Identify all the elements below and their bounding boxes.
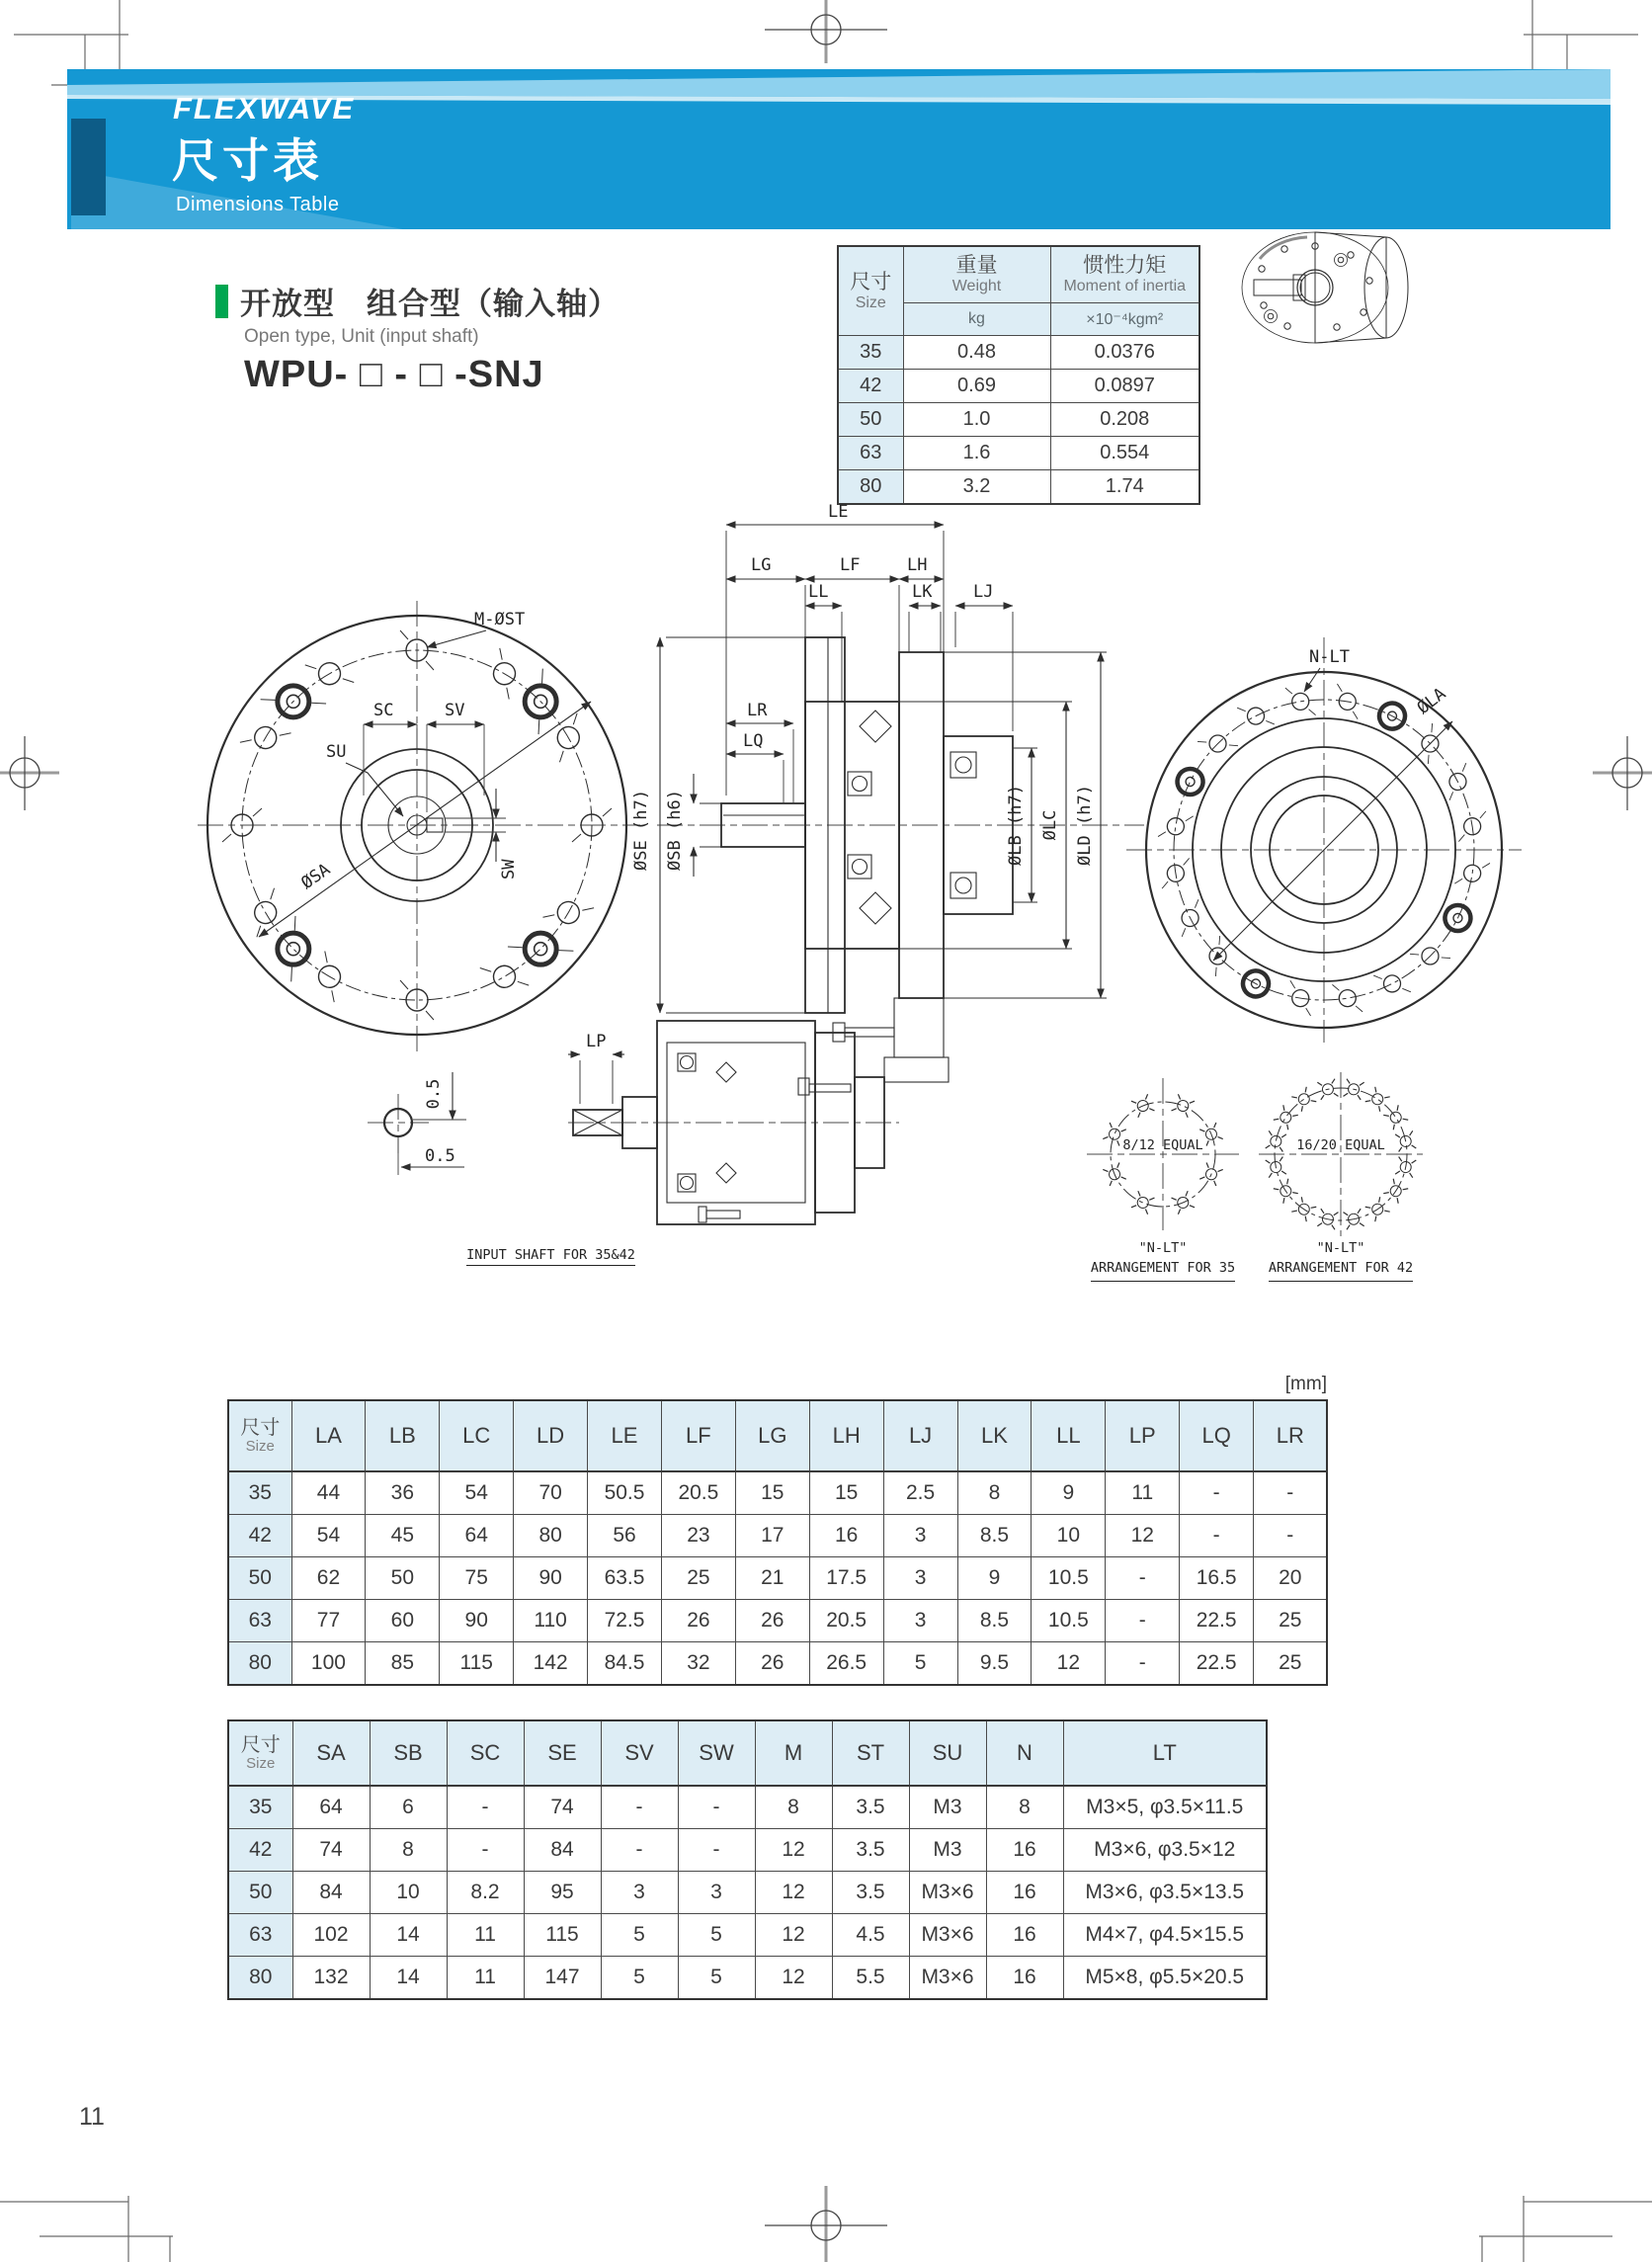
table-row bbox=[228, 1957, 1267, 2000]
table-cell: 25 bbox=[1254, 1642, 1328, 1686]
table-cell: 102 bbox=[292, 1914, 370, 1957]
table-cell: 70 bbox=[514, 1471, 588, 1515]
table-cell: 64 bbox=[292, 1786, 370, 1829]
table-cell: 3 bbox=[883, 1557, 957, 1600]
arrangement-42-equal: 16/20 EQUAL bbox=[1296, 1137, 1385, 1153]
table-cell: 132 bbox=[292, 1957, 370, 2000]
table-cell: 21 bbox=[735, 1557, 809, 1600]
front-view-drawing bbox=[198, 593, 642, 1057]
table-cell: - bbox=[678, 1829, 755, 1872]
table-cell: 16.5 bbox=[1180, 1557, 1254, 1600]
section-title: 开放型 组合型（输入轴） bbox=[240, 287, 620, 321]
table-cell: 9.5 bbox=[957, 1642, 1032, 1686]
row-size: 63 bbox=[228, 1600, 291, 1642]
dim-label-lj: LJ bbox=[973, 582, 994, 602]
table-cell: 12 bbox=[755, 1957, 832, 2000]
spec-inertia: 0.208 bbox=[1050, 403, 1199, 437]
column-header: SB bbox=[370, 1720, 447, 1786]
table-cell: 16 bbox=[986, 1872, 1063, 1914]
column-header: LF bbox=[661, 1400, 735, 1471]
column-header: SC bbox=[447, 1720, 524, 1786]
input-shaft-caption: INPUT SHAFT FOR 35&42 bbox=[445, 1247, 657, 1266]
dim-label-lh: LH bbox=[907, 555, 928, 575]
column-header: M bbox=[755, 1720, 832, 1786]
table-cell: 74 bbox=[292, 1829, 370, 1872]
table-cell: 20.5 bbox=[809, 1600, 883, 1642]
table-cell: 12 bbox=[755, 1829, 832, 1872]
spec-row bbox=[838, 336, 1199, 370]
table-cell: 5 bbox=[678, 1957, 755, 2000]
column-header: LC bbox=[440, 1400, 514, 1471]
column-header: SU bbox=[909, 1720, 986, 1786]
dim-table-1-grid bbox=[227, 1399, 1328, 1686]
table-cell: 44 bbox=[291, 1471, 366, 1515]
row-size: 35 bbox=[228, 1786, 292, 1829]
dim-label-lg: LG bbox=[751, 555, 772, 575]
table-cell: 20 bbox=[1254, 1557, 1328, 1600]
spec-table-wrap bbox=[837, 245, 1200, 505]
table-cell: 75 bbox=[440, 1557, 514, 1600]
column-header: LJ bbox=[883, 1400, 957, 1471]
table-cell: 25 bbox=[1254, 1600, 1328, 1642]
table-cell: 2.5 bbox=[883, 1471, 957, 1515]
table-cell: 26.5 bbox=[809, 1642, 883, 1686]
spec-inertia: 0.0897 bbox=[1050, 370, 1199, 403]
table-cell: - bbox=[1180, 1515, 1254, 1557]
table-cell: 10.5 bbox=[1032, 1557, 1106, 1600]
arrangement-35-caption: "N-LT" ARRANGEMENT FOR 35 bbox=[1069, 1238, 1257, 1282]
spec-inertia-unit: ×10⁻⁴kgm² bbox=[1050, 303, 1199, 336]
table-cell: 16 bbox=[986, 1829, 1063, 1872]
dim-table-2-grid bbox=[227, 1719, 1268, 2000]
column-header: LL bbox=[1032, 1400, 1106, 1471]
table-cell: 3.5 bbox=[832, 1829, 909, 1872]
table-cell: 8.2 bbox=[447, 1872, 524, 1914]
spec-weight: 0.48 bbox=[903, 336, 1050, 370]
table-cell: 8 bbox=[370, 1829, 447, 1872]
section-bullet bbox=[215, 285, 228, 318]
table-cell: 25 bbox=[661, 1557, 735, 1600]
table-cell: 3 bbox=[678, 1872, 755, 1914]
column-header: N bbox=[986, 1720, 1063, 1786]
table-cell: 10.5 bbox=[1032, 1600, 1106, 1642]
table-cell: 80 bbox=[514, 1515, 588, 1557]
table-cell: 72.5 bbox=[588, 1600, 662, 1642]
spec-weight: 0.69 bbox=[903, 370, 1050, 403]
table-cell: 8.5 bbox=[957, 1600, 1032, 1642]
spec-weight-unit: kg bbox=[903, 303, 1050, 336]
table-cell: 62 bbox=[291, 1557, 366, 1600]
spec-size: 50 bbox=[838, 403, 903, 437]
table-cell: 6 bbox=[370, 1786, 447, 1829]
dim-label-sv: SV bbox=[445, 701, 465, 720]
table-cell: 110 bbox=[514, 1600, 588, 1642]
row-size: 80 bbox=[228, 1642, 291, 1686]
column-header: LG bbox=[735, 1400, 809, 1471]
dim-label-lb: ØLB (h7) bbox=[1006, 785, 1026, 866]
row-size: 42 bbox=[228, 1515, 291, 1557]
table-cell: 50 bbox=[366, 1557, 440, 1600]
dim-label-lk: LK bbox=[912, 582, 933, 602]
table-row bbox=[228, 1471, 1327, 1515]
table-cell: 12 bbox=[755, 1914, 832, 1957]
table-cell: 115 bbox=[440, 1642, 514, 1686]
table-cell: 20.5 bbox=[661, 1471, 735, 1515]
column-header: SA bbox=[292, 1720, 370, 1786]
dim-label-lc: ØLC bbox=[1040, 809, 1060, 841]
dim-label-05-bottom: 0.5 bbox=[425, 1146, 455, 1166]
spec-weight-header: 重量 Weight bbox=[903, 246, 1050, 303]
table-cell: 84 bbox=[524, 1829, 601, 1872]
spec-inertia-header: 惯性力矩 Moment of inertia bbox=[1050, 246, 1199, 303]
table-cell: 56 bbox=[588, 1515, 662, 1557]
spec-weight: 1.0 bbox=[903, 403, 1050, 437]
table-cell: M3×5, φ3.5×11.5 bbox=[1063, 1786, 1267, 1829]
table-cell: 36 bbox=[366, 1471, 440, 1515]
table-cell: 54 bbox=[291, 1515, 366, 1557]
table-cell: 5 bbox=[678, 1914, 755, 1957]
table-cell: - bbox=[447, 1786, 524, 1829]
row-size: 50 bbox=[228, 1557, 291, 1600]
spec-row bbox=[838, 437, 1199, 470]
table-cell: 77 bbox=[291, 1600, 366, 1642]
table-cell: 84 bbox=[292, 1872, 370, 1914]
table-cell: 14 bbox=[370, 1914, 447, 1957]
table-cell: M3×6, φ3.5×12 bbox=[1063, 1829, 1267, 1872]
table-cell: 85 bbox=[366, 1642, 440, 1686]
page-subtitle: Dimensions Table bbox=[176, 194, 340, 215]
table-cell: 26 bbox=[661, 1600, 735, 1642]
table-cell: 8 bbox=[755, 1786, 832, 1829]
table-row bbox=[228, 1642, 1327, 1686]
product-photo bbox=[1238, 229, 1450, 346]
table-cell: 10 bbox=[370, 1872, 447, 1914]
table-row bbox=[228, 1600, 1327, 1642]
table-cell: 12 bbox=[755, 1872, 832, 1914]
row-size: 35 bbox=[228, 1471, 291, 1515]
table-cell: 74 bbox=[524, 1786, 601, 1829]
table-cell: 26 bbox=[735, 1600, 809, 1642]
column-header: LT bbox=[1063, 1720, 1267, 1786]
size-column-header: 尺寸 Size bbox=[228, 1720, 292, 1786]
table-cell: 22.5 bbox=[1180, 1600, 1254, 1642]
table-cell: 95 bbox=[524, 1872, 601, 1914]
table-cell: - bbox=[1254, 1515, 1328, 1557]
dim-label-lq: LQ bbox=[743, 731, 764, 751]
table-cell: 8 bbox=[957, 1471, 1032, 1515]
column-header: SE bbox=[524, 1720, 601, 1786]
table-cell: 11 bbox=[447, 1914, 524, 1957]
table-cell: 8 bbox=[986, 1786, 1063, 1829]
table-cell: 45 bbox=[366, 1515, 440, 1557]
spec-weight: 3.2 bbox=[903, 470, 1050, 505]
table-cell: 90 bbox=[514, 1557, 588, 1600]
table-row bbox=[228, 1914, 1267, 1957]
table-cell: 5 bbox=[883, 1642, 957, 1686]
column-header: LK bbox=[957, 1400, 1032, 1471]
table-cell: 3.5 bbox=[832, 1872, 909, 1914]
table-cell: 100 bbox=[291, 1642, 366, 1686]
table-cell: 23 bbox=[661, 1515, 735, 1557]
table-cell: 5 bbox=[601, 1957, 678, 2000]
table-cell: M3 bbox=[909, 1786, 986, 1829]
table-row bbox=[228, 1515, 1327, 1557]
table-cell: 9 bbox=[1032, 1471, 1106, 1515]
table-cell: 15 bbox=[809, 1471, 883, 1515]
column-header: LH bbox=[809, 1400, 883, 1471]
dim-label-su: SU bbox=[326, 742, 347, 762]
table-cell: 3.5 bbox=[832, 1786, 909, 1829]
table-cell: 3 bbox=[883, 1515, 957, 1557]
spec-size: 80 bbox=[838, 470, 903, 505]
table-cell: - bbox=[601, 1829, 678, 1872]
dim-label-lf: LF bbox=[840, 555, 861, 575]
page-title: 尺寸表 bbox=[172, 134, 323, 187]
table-cell: 3 bbox=[601, 1872, 678, 1914]
column-header: LQ bbox=[1180, 1400, 1254, 1471]
table-cell: 90 bbox=[440, 1600, 514, 1642]
table-cell: 16 bbox=[986, 1914, 1063, 1957]
arrangement-35-equal: 8/12 EQUAL bbox=[1122, 1137, 1203, 1153]
table-cell: 11 bbox=[1106, 1471, 1180, 1515]
table-cell: 12 bbox=[1106, 1515, 1180, 1557]
dim-label-se: ØSE (h7) bbox=[631, 790, 651, 871]
table-cell: 50.5 bbox=[588, 1471, 662, 1515]
table-cell: 11 bbox=[447, 1957, 524, 2000]
dim-label-sb: ØSB (h6) bbox=[665, 790, 685, 871]
column-header: LE bbox=[588, 1400, 662, 1471]
table-cell: 142 bbox=[514, 1642, 588, 1686]
section-title-en: Open type, Unit (input shaft) bbox=[244, 326, 479, 347]
table-cell: - bbox=[1180, 1471, 1254, 1515]
input-shaft-section bbox=[568, 1003, 899, 1240]
table-cell: 10 bbox=[1032, 1515, 1106, 1557]
table-cell: - bbox=[447, 1829, 524, 1872]
column-header: SW bbox=[678, 1720, 755, 1786]
arrangement-35-diagram bbox=[1079, 1070, 1247, 1238]
dim-label-ld: ØLD (h7) bbox=[1075, 785, 1095, 866]
row-size: 42 bbox=[228, 1829, 292, 1872]
dim-label-sw: SW bbox=[499, 859, 519, 880]
arrangement-42-caption: "N-LT" ARRANGEMENT FOR 42 bbox=[1247, 1238, 1435, 1282]
dim-label-lp: LP bbox=[586, 1032, 607, 1051]
dim-table-2 bbox=[227, 1719, 1268, 2000]
spec-table-body bbox=[838, 336, 1199, 505]
column-header: ST bbox=[832, 1720, 909, 1786]
column-header: LB bbox=[366, 1400, 440, 1471]
dim-label-05-top: 0.5 bbox=[424, 1078, 444, 1110]
dim-label-la: ØLA bbox=[1413, 684, 1450, 718]
table-cell: M3×6 bbox=[909, 1914, 986, 1957]
row-size: 63 bbox=[228, 1914, 292, 1957]
table-cell: - bbox=[1106, 1642, 1180, 1686]
table-cell: 16 bbox=[809, 1515, 883, 1557]
table-cell: M5×8, φ5.5×20.5 bbox=[1063, 1957, 1267, 2000]
table-cell: 9 bbox=[957, 1557, 1032, 1600]
column-header: SV bbox=[601, 1720, 678, 1786]
table-cell: M3×6 bbox=[909, 1957, 986, 2000]
spec-size: 35 bbox=[838, 336, 903, 370]
spec-inertia: 0.554 bbox=[1050, 437, 1199, 470]
table-cell: - bbox=[1106, 1557, 1180, 1600]
column-header: LD bbox=[514, 1400, 588, 1471]
dim-label-ll: LL bbox=[808, 582, 829, 602]
table-cell: 147 bbox=[524, 1957, 601, 2000]
table-cell: 84.5 bbox=[588, 1642, 662, 1686]
table-cell: M3×6, φ3.5×13.5 bbox=[1063, 1872, 1267, 1914]
table-cell: 17.5 bbox=[809, 1557, 883, 1600]
table-cell: 5 bbox=[601, 1914, 678, 1957]
brand-logo: FLEXWAVE bbox=[173, 91, 356, 126]
spec-inertia: 1.74 bbox=[1050, 470, 1199, 505]
rear-view-drawing bbox=[1126, 623, 1522, 1047]
unit-note: [mm] bbox=[1284, 1374, 1327, 1394]
table-cell: 16 bbox=[986, 1957, 1063, 2000]
table-cell: - bbox=[678, 1786, 755, 1829]
table-cell: M3×6 bbox=[909, 1872, 986, 1914]
table-cell: 32 bbox=[661, 1642, 735, 1686]
spec-weight: 1.6 bbox=[903, 437, 1050, 470]
header-banner bbox=[67, 69, 1611, 229]
page-number: 11 bbox=[79, 2103, 105, 2131]
model-number: WPU- □ - □ -SNJ bbox=[244, 354, 544, 395]
table-row bbox=[228, 1829, 1267, 1872]
column-header: LR bbox=[1254, 1400, 1328, 1471]
table-cell: 64 bbox=[440, 1515, 514, 1557]
row-size: 50 bbox=[228, 1872, 292, 1914]
dim-table-1 bbox=[227, 1399, 1328, 1686]
table-row bbox=[228, 1557, 1327, 1600]
table-cell: 26 bbox=[735, 1642, 809, 1686]
table-cell: - bbox=[601, 1786, 678, 1829]
dim-label-lr: LR bbox=[747, 701, 768, 720]
dim-label-m-st: M-ØST bbox=[474, 610, 526, 629]
table-cell: 63.5 bbox=[588, 1557, 662, 1600]
table-cell: M3 bbox=[909, 1829, 986, 1872]
spec-size: 42 bbox=[838, 370, 903, 403]
table-row bbox=[228, 1786, 1267, 1829]
table-row bbox=[228, 1872, 1267, 1914]
spec-inertia: 0.0376 bbox=[1050, 336, 1199, 370]
dim-label-sc: SC bbox=[373, 701, 394, 720]
shaft-end-detail bbox=[326, 1043, 504, 1220]
table-cell: 14 bbox=[370, 1957, 447, 2000]
table-cell: - bbox=[1254, 1471, 1328, 1515]
spec-size: 63 bbox=[838, 437, 903, 470]
spec-row bbox=[838, 403, 1199, 437]
spec-size-header: 尺寸 Size bbox=[838, 246, 903, 336]
table-cell: 54 bbox=[440, 1471, 514, 1515]
table-cell: 3 bbox=[883, 1600, 957, 1642]
spec-row bbox=[838, 370, 1199, 403]
column-header: LA bbox=[291, 1400, 366, 1471]
table-cell: 115 bbox=[524, 1914, 601, 1957]
table-cell: - bbox=[1106, 1600, 1180, 1642]
row-size: 80 bbox=[228, 1957, 292, 2000]
table-cell: 8.5 bbox=[957, 1515, 1032, 1557]
column-header: LP bbox=[1106, 1400, 1180, 1471]
table-cell: M4×7, φ4.5×15.5 bbox=[1063, 1914, 1267, 1957]
dim-label-sa: ØSA bbox=[297, 860, 335, 894]
table-cell: 17 bbox=[735, 1515, 809, 1557]
table-cell: 4.5 bbox=[832, 1914, 909, 1957]
table-cell: 15 bbox=[735, 1471, 809, 1515]
arrangement-42-diagram bbox=[1257, 1070, 1425, 1238]
weight-inertia-table bbox=[837, 245, 1200, 505]
table-cell: 22.5 bbox=[1180, 1642, 1254, 1686]
dim-label-le: LE bbox=[828, 502, 849, 522]
size-column-header: 尺寸 Size bbox=[228, 1400, 291, 1471]
table-cell: 5.5 bbox=[832, 1957, 909, 2000]
banner-accent-block bbox=[71, 119, 106, 215]
table-cell: 12 bbox=[1032, 1642, 1106, 1686]
dim-label-n-lt: N-LT bbox=[1309, 647, 1350, 667]
table-cell: 60 bbox=[366, 1600, 440, 1642]
